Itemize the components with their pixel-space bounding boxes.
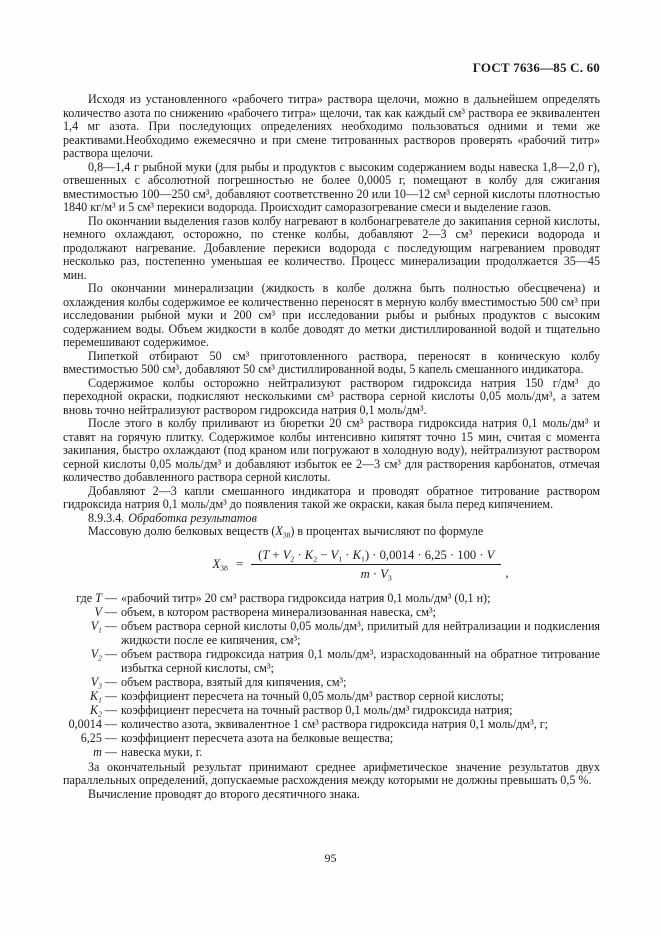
formula <box>63 548 600 581</box>
variable-x: X <box>275 524 283 538</box>
page-content <box>63 60 600 801</box>
formula-comma: , <box>505 566 509 580</box>
formula-lhs: $X_{38}$ <box>212 557 228 573</box>
formula-numerator: $(T + V_2 \cdot K_2 - V_1 \cdot K_1) \cdot 0,0014 \cdot 6,25 \cdot 100 \cdot V$ <box>251 548 501 565</box>
equals-sign: = <box>235 557 244 571</box>
definition-row: 6,25 — коэффициент пересчета азота на белковые вещества; <box>80 730 394 745</box>
definition-row: $K_2$ — коэффициент пересчета на точный раствор 0,1 моль/дм³ гидроксида натрия; <box>90 702 513 719</box>
definition-row: $V_3$ — объем раствора, взятый для кипячения, см³; <box>90 674 347 691</box>
paragraph: Добавляют 2—3 капли смешанного индикатора и проводят обратное титрование раствором гидроксида натрия 0,1 моль/дм³ до появления такой же окраски, какая была перед кипячением. <box>63 483 600 511</box>
paragraph: Содержимое колбы осторожно нейтрализуют раствором гидроксида натрия 150 г/дм³ до переходной окраски, подкисляют несколькими см³ раствора серной кислоты 0,05 моль/дм³, а затем вновь точно нейтрализуют раствором гидроксида натрия 0,1 моль/дм³. <box>63 375 600 417</box>
definition-row: 0,0014 — количество азота, эквивалентное 1 см³ раствора гидроксида натрия 0,1 моль/дм³, г; <box>68 716 549 731</box>
definition-row: $V_1$ — объем раствора серной кислоты 0,05 моль/дм³, прилитый для нейтрализации и подкисления жидкости после ее кипячения, см³; <box>90 618 600 647</box>
paragraph: Пипеткой отбирают 50 см³ приготовленного раствора, переносят в коническую колбу вместимостью 500 см³, добавляют 50 см³ дистиллированной воды, 5 капель смешанного индикатора. <box>63 348 600 376</box>
definitions-list <box>63 591 600 759</box>
definition-row: V — объем, в котором растворена минерализованная навеска, см³; <box>94 604 437 619</box>
paragraph: По окончании выделения газов колбу нагревают в колбонагревателе до закипания серной кислоты, немного охлаждают, осторожно, по стенке колбы, добавляют 2—3 см³ перекиси водорода и продолжают нагревание. Добавление перекиси водорода с последующим нагреванием проводят несколько раз, постепенно уменьшая ее количество. Процесс минерализации продолжается 35—45 мин. <box>63 213 600 282</box>
definition-row: m — навеска муки, г. <box>93 744 203 759</box>
formula-fraction <box>251 548 501 581</box>
page-number: 95 <box>324 851 337 865</box>
section-number: 8.9.3.4. <box>88 510 125 525</box>
paragraph: Исходя из установленного «рабочего титра» раствора щелочи, можно в дальнейшем определять количество азота по снижению «рабочего титра» щелочи, так как каждый см³ раствора ее эквивалентен 1,4 мг азота. При последующих определениях необходимо пользоваться одними и теми же реактивами.Необходимо ежемесячно и при смене титрованных растворов проверять «рабочий титр» раствора щелочи. <box>63 92 600 160</box>
formula-intro: Массовую долю белковых веществ $(X_{38})$ в процентах вычисляют по формуле <box>88 524 484 540</box>
formula-denominator: $m \cdot V_3$ <box>360 566 392 583</box>
paragraph: За окончательный результат принимают среднее арифметическое значение результатов двух параллельных определений, допускаемые расхождения между которыми не должны превышать 0,5 %. <box>63 759 600 787</box>
definition-row: $K_1$ — коэффициент пересчета на точный 0,05 моль/дм³ раствор серной кислоты; <box>90 688 504 705</box>
section-heading <box>63 512 600 526</box>
paragraph: Вычисление проводят до второго десятичного знака. <box>88 786 360 801</box>
paragraph: После этого в колбу приливают из бюретки 20 см³ раствора гидроксида натрия 0,1 моль/дм³ и ставят на горячую плитку. Содержимое колбы интенсивно кипятят точно 15 мин, считая с момента закипания, быстро охлаждают (под краном или погружают в холодную воду), нейтрализуют раствором серной кислоты 0,05 моль/дм³ и добавляют избыток ее 2—3 см³ для растворения карбонатов, отмечая количество добавленного раствора серной кислоты. <box>63 416 600 484</box>
paragraph: По окончании минерализации (жидкость в колбе должна быть полностью обесцвечена) и охлаждения колбы содержимое ее количественно переносят в мерную колбу вместимостью 500 см³ при исследовании рыбной муки и 200 см³ при исследовании рыбы и рыбных продуктов с высоким содержанием воды. Объем жидкости в колбе доводят до метки дистиллированной водой и тщательно перемешивают содержимое. <box>63 281 600 349</box>
document-header: ГОСТ 7636—85 С. 60 <box>472 60 600 75</box>
paragraph: 0,8—1,4 г рыбной муки (для рыбы и продуктов с высоким содержанием воды навеска 1,8—2,0 г), отвешенных с абсолютной погрешностью не более 0,0005 г, помещают в колбу для сжигания вместимостью 100—250 см³, добавляют соответственно 20 или 10—12 см³ серной кислоты плотностью 1840 кг/м³ и 5 см³ перекиси водорода. Происходит саморазогревание смеси и выделение газов. <box>63 159 600 214</box>
body-paragraphs <box>63 93 600 512</box>
section-title: Обработка результатов <box>128 510 257 525</box>
closing-paragraphs <box>63 761 600 802</box>
definition-row: где T — «рабочий титр» 20 см³ раствора гидроксида натрия 0,1 моль/дм³ (0,1 н); <box>76 590 491 605</box>
definition-row: $V_2$ — объем раствора гидроксида натрия 0,1 моль/дм³, израсходованный на обратное титрование избытка серной кислоты, см³; <box>90 646 600 675</box>
